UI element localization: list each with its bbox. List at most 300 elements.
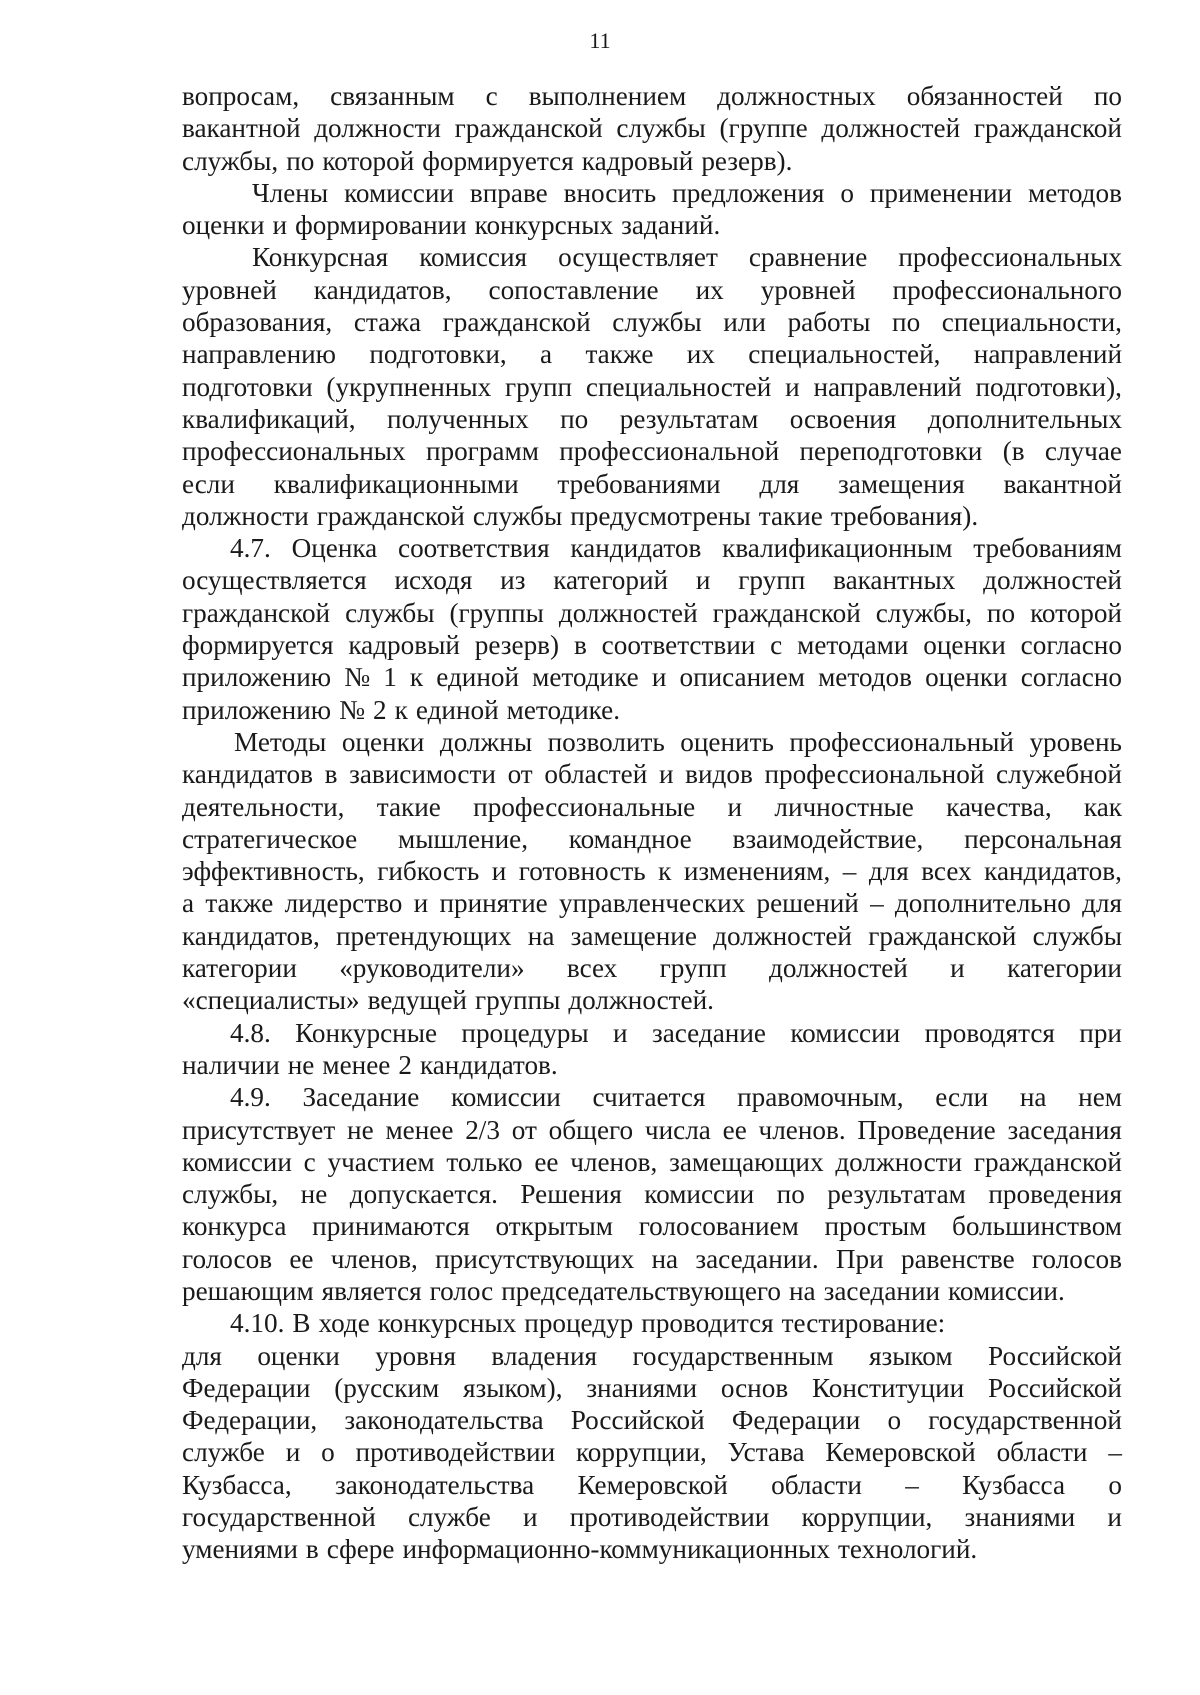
word: квалификационными: [273, 468, 519, 499]
word: –: [870, 888, 884, 919]
word: взаимодействие,: [732, 823, 924, 854]
word: и: [1107, 1502, 1122, 1533]
word: случае: [1044, 436, 1122, 467]
word: №: [339, 694, 366, 725]
word: коррупции,: [575, 1437, 707, 1468]
word: и: [613, 1017, 628, 1048]
word: заданий.: [621, 210, 721, 241]
word: вносить: [563, 177, 657, 208]
word: стажа: [353, 307, 422, 338]
word: кандидатов.: [419, 1049, 558, 1080]
text-line: [182, 1469, 1122, 1501]
word: дополнительно: [894, 888, 1071, 919]
text-line: [182, 338, 1122, 370]
word: подготовки: [182, 371, 313, 402]
word: эффективность,: [182, 856, 365, 887]
word: большинством: [952, 1211, 1122, 1242]
word: 1: [383, 662, 397, 693]
word: 4.9.: [230, 1082, 271, 1113]
word: формируется: [182, 630, 334, 661]
text-line: [182, 597, 1122, 629]
word: программ: [425, 436, 539, 467]
word: службы,: [182, 145, 279, 176]
word: –: [1108, 1437, 1122, 1468]
text-line: [182, 1081, 1122, 1113]
word: умениями: [182, 1534, 298, 1565]
word: законодательства: [334, 1469, 535, 1500]
word: направлений: [813, 371, 962, 402]
word: претендующих: [336, 920, 512, 951]
word: наличии: [182, 1049, 280, 1080]
word: также: [585, 339, 654, 370]
word: переподготовки: [799, 436, 983, 467]
word: а: [540, 339, 553, 370]
word: ходе: [318, 1308, 370, 1339]
word: и: [695, 565, 711, 596]
word: обязанностей: [906, 81, 1063, 111]
word: голос: [429, 1275, 494, 1306]
word: осуществляет: [558, 242, 718, 273]
word: с: [485, 81, 498, 111]
text-line: [182, 1210, 1122, 1242]
word: образования,: [182, 307, 333, 338]
word: языком),: [463, 1372, 563, 1403]
word: профессиональных: [182, 436, 406, 467]
word: государственным: [632, 1340, 834, 1371]
body-text: [182, 80, 1122, 1566]
word: знаниями: [586, 1372, 698, 1403]
word: должны: [439, 726, 533, 757]
text-line: [182, 177, 1122, 209]
word: проведения: [988, 1179, 1122, 1210]
word: решающим: [182, 1275, 314, 1306]
word: уровней: [760, 274, 856, 305]
word: и: [491, 856, 507, 887]
word: является: [321, 1275, 422, 1306]
word: и: [950, 953, 965, 984]
word: только: [446, 1146, 523, 1177]
word: гражданской: [973, 1146, 1122, 1177]
text-line: [182, 1501, 1122, 1533]
text-line: [182, 823, 1122, 855]
word: к: [658, 856, 672, 887]
text-line: [182, 145, 1122, 177]
word: должностей: [558, 597, 698, 628]
text-line: [182, 1275, 1122, 1307]
word: связанным: [330, 81, 455, 111]
word: сфере: [326, 1534, 395, 1565]
word: 2: [398, 1049, 412, 1080]
word: Заседание: [302, 1082, 420, 1113]
word: вправе: [469, 177, 548, 208]
word: оценить: [680, 726, 774, 757]
word: по: [892, 307, 921, 338]
word: для: [759, 468, 800, 499]
word: Федерации: [731, 1405, 861, 1436]
word: гражданской: [454, 113, 603, 144]
word: о: [1108, 1469, 1122, 1500]
word: правомочным,: [737, 1082, 904, 1113]
word: должностей: [769, 953, 908, 984]
word: заседания: [1007, 1114, 1122, 1145]
word: сопоставление: [488, 274, 659, 305]
word: считается: [592, 1082, 706, 1113]
word: В: [292, 1308, 311, 1339]
word: методике: [532, 662, 639, 693]
word: для: [182, 1340, 222, 1371]
word: основ: [720, 1372, 789, 1403]
word: по: [286, 145, 315, 176]
word: Кемеровской: [825, 1437, 976, 1468]
word: должностей: [713, 920, 852, 951]
word: государственной: [182, 1502, 376, 1533]
word: персональная: [964, 823, 1122, 854]
word: 2: [373, 694, 387, 725]
word: и: [522, 1502, 538, 1533]
word: от: [507, 759, 533, 790]
word: с: [770, 630, 783, 661]
word: общего: [548, 1114, 634, 1145]
text-line: [182, 500, 1122, 532]
word: проводится: [641, 1308, 774, 1339]
word: исходя: [394, 565, 473, 596]
text-line: [182, 80, 1122, 112]
text-line: [182, 1017, 1122, 1049]
word: 4.10.: [230, 1308, 285, 1339]
word: резерв).: [701, 145, 793, 176]
word: вакантной: [182, 113, 301, 144]
word: видов: [685, 759, 753, 790]
word: членов.: [758, 1114, 846, 1145]
word: кандидатов: [182, 759, 313, 790]
word: предусмотрены: [570, 500, 751, 531]
word: комиссии: [644, 1179, 755, 1210]
word: группы: [474, 985, 561, 1016]
word: или: [723, 307, 766, 338]
word: присутствующих: [435, 1243, 635, 1274]
word: с: [303, 1146, 316, 1177]
word: областей: [544, 759, 648, 790]
word: гражданской: [868, 920, 1017, 951]
word: членов,: [570, 1146, 658, 1177]
word: по: [776, 1179, 805, 1210]
word: заседании.: [695, 1243, 819, 1274]
word: №: [344, 662, 371, 693]
word: службы: [612, 307, 702, 338]
word: специальностей: [585, 371, 772, 402]
word: оценки: [341, 726, 425, 757]
word: к: [394, 694, 408, 725]
word: равенстве: [900, 1243, 1015, 1274]
word: (в: [1002, 436, 1025, 467]
word: позволить: [547, 726, 665, 757]
word: 4.7.: [230, 533, 271, 564]
word: заседание: [651, 1017, 766, 1048]
word: комиссии: [790, 1017, 901, 1048]
word: Члены: [252, 177, 329, 208]
word: по: [1093, 81, 1122, 111]
word: мышление,: [397, 823, 528, 854]
word: нем: [1078, 1082, 1122, 1113]
word: специальностей,: [748, 339, 941, 370]
word: специальности,: [941, 307, 1122, 338]
word: кандидатов,: [313, 274, 452, 305]
word: гражданской: [712, 597, 861, 628]
text-line: [182, 1049, 1122, 1081]
word: замещение: [570, 920, 697, 951]
word: законодательства: [344, 1405, 544, 1436]
word: Методы: [234, 726, 327, 757]
word: подготовки),: [975, 371, 1122, 402]
word: кандидатов,: [182, 920, 320, 951]
word: Кемеровской: [577, 1469, 728, 1500]
word: вакантной: [1003, 468, 1122, 499]
word: лидерство: [284, 888, 403, 919]
word: членов,: [330, 1243, 418, 1274]
word: Конкурсная: [252, 242, 389, 273]
word: на: [788, 1275, 816, 1306]
word: вакантных: [833, 565, 956, 596]
word: вопросам,: [182, 81, 300, 111]
word: если: [935, 1082, 989, 1113]
page-number: 11: [589, 28, 611, 53]
word: комиссии: [450, 1082, 561, 1113]
word: гражданской: [182, 597, 331, 628]
word: государственной: [928, 1405, 1122, 1436]
word: числа: [644, 1114, 711, 1145]
text-line: [182, 1307, 1122, 1339]
word: категории: [1007, 953, 1122, 984]
word: приложению: [182, 662, 332, 693]
word: резерв): [474, 630, 560, 661]
word: должности: [182, 500, 309, 531]
word: такие: [758, 500, 823, 531]
text-line: [182, 758, 1122, 790]
word: службы: [345, 597, 435, 628]
word: всех: [566, 953, 618, 984]
word: голосованием: [638, 1211, 799, 1242]
word: профессионального: [892, 274, 1122, 305]
word: такие: [376, 791, 441, 822]
word: гражданской: [973, 113, 1122, 144]
word: и: [785, 371, 800, 402]
text-line: [182, 1146, 1122, 1178]
word: результатам: [827, 1179, 966, 1210]
word: службы,: [875, 597, 972, 628]
word: оценки: [923, 630, 1006, 661]
word: замещения: [838, 468, 965, 499]
word: противодействии: [569, 1502, 770, 1533]
text-line: [182, 1533, 1122, 1565]
word: на: [1019, 1082, 1047, 1113]
word: категории: [182, 953, 297, 984]
word: процедур: [524, 1308, 634, 1339]
text-line: [182, 920, 1122, 952]
word: их: [686, 339, 715, 370]
word: на: [651, 1243, 679, 1274]
word: в: [324, 759, 338, 790]
word: конкурса: [182, 1211, 287, 1242]
word: всех: [921, 856, 972, 887]
word: должности: [314, 113, 441, 144]
word: замещающих: [669, 1146, 824, 1177]
word: и: [285, 1437, 301, 1468]
word: области: [771, 1469, 862, 1500]
word: о: [321, 1437, 335, 1468]
text-line: [182, 855, 1122, 887]
word: готовность: [518, 856, 646, 887]
text-line: [182, 791, 1122, 823]
word: проводятся: [924, 1017, 1055, 1048]
word: результатам: [619, 403, 759, 434]
word: Федерации,: [182, 1405, 318, 1436]
word: председательствующего: [501, 1275, 781, 1306]
word: ведущей: [367, 985, 467, 1016]
word: участием: [327, 1146, 435, 1177]
text-line: [182, 1114, 1122, 1146]
word: Конкурсные: [295, 1017, 438, 1048]
text-line: [182, 1372, 1122, 1404]
text-line: [182, 694, 1122, 726]
word: описанием: [679, 662, 805, 693]
word: и: [727, 791, 743, 822]
word: как: [1083, 791, 1122, 822]
word: службе: [407, 1502, 491, 1533]
word: профессиональных: [898, 242, 1122, 273]
word: –: [905, 1469, 919, 1500]
word: управленческих: [558, 888, 746, 919]
word: требования).: [830, 500, 979, 531]
word: коррупции,: [801, 1502, 933, 1533]
word: и: [272, 210, 288, 241]
word: для: [1082, 888, 1122, 919]
word: о: [887, 1405, 902, 1436]
word: согласно: [1020, 630, 1122, 661]
word: гибкость: [377, 856, 480, 887]
word: ее: [722, 1114, 747, 1145]
text-line: [182, 435, 1122, 467]
word: а: [182, 888, 195, 919]
word: которой: [322, 145, 415, 176]
word: сравнение: [748, 242, 868, 273]
word: формировании: [295, 210, 467, 241]
word: единой: [436, 662, 520, 693]
text-line: [182, 274, 1122, 306]
text-line: [182, 1243, 1122, 1275]
word: присутствует: [182, 1114, 336, 1145]
word: должностей.: [568, 985, 714, 1016]
word: профессиональной: [764, 759, 985, 790]
word: подготовки,: [369, 339, 507, 370]
word: службе: [182, 1437, 265, 1468]
word: кадровый: [581, 145, 694, 176]
word: категорий: [553, 565, 669, 596]
word: службы: [472, 500, 563, 531]
word: уровня: [375, 1340, 456, 1371]
text-line: [182, 726, 1122, 758]
word: должностей: [821, 113, 961, 144]
word: принимаются: [312, 1211, 470, 1242]
word: Российской: [988, 1340, 1122, 1371]
word: кандидатов: [570, 533, 702, 564]
text-line: [182, 112, 1122, 144]
word: профессиональные: [473, 791, 696, 822]
word: методов: [1028, 177, 1122, 208]
word: При: [835, 1243, 884, 1274]
word: процедуры: [461, 1017, 589, 1048]
word: служебной: [996, 759, 1122, 790]
word: тестирование:: [781, 1308, 946, 1339]
word: и: [413, 888, 429, 919]
word: заседании: [823, 1275, 941, 1306]
word: решений: [756, 888, 859, 919]
word: направлению: [182, 339, 336, 370]
word: (группы: [449, 597, 544, 628]
word: их: [695, 274, 724, 305]
text-line: [182, 564, 1122, 596]
word: личностные: [774, 791, 914, 822]
text-line: [182, 371, 1122, 403]
text-line: [182, 1340, 1122, 1372]
word: принятие: [439, 888, 548, 919]
word: Устава: [727, 1437, 805, 1468]
word: для: [868, 856, 909, 887]
word: предложения: [672, 177, 825, 208]
word: уровень: [1029, 726, 1122, 757]
word: полученных: [387, 403, 529, 434]
word: квалификационным: [722, 533, 953, 564]
text-line: [182, 468, 1122, 500]
word: технологий.: [838, 1534, 978, 1565]
word: при: [1079, 1017, 1122, 1048]
text-line: [182, 403, 1122, 435]
text-line: [182, 661, 1122, 693]
word: Решения: [520, 1179, 622, 1210]
text-line: [182, 532, 1122, 564]
word: открытым: [495, 1211, 613, 1242]
word: профессиональный: [789, 726, 1014, 757]
word: также: [205, 888, 274, 919]
word: направлений: [973, 339, 1122, 370]
text-line: [182, 209, 1122, 241]
word: информационно-коммуникационных: [402, 1534, 831, 1565]
word: 2/3: [465, 1114, 500, 1145]
word: ее: [534, 1146, 559, 1177]
word: Проведение: [857, 1114, 996, 1145]
word: если: [182, 468, 235, 499]
word: комиссии: [182, 1146, 292, 1177]
text-line: [182, 887, 1122, 919]
word: оценки: [925, 662, 1008, 693]
word: методике.: [506, 694, 621, 725]
word: Оценка: [291, 533, 378, 564]
word: на: [527, 920, 555, 951]
word: «специалисты»: [182, 985, 360, 1016]
word: 4.8.: [230, 1017, 271, 1048]
word: Конституции: [811, 1372, 965, 1403]
word: в: [305, 1534, 319, 1565]
word: менее: [322, 1049, 391, 1080]
word: должностей: [983, 565, 1122, 596]
text-line: [182, 1436, 1122, 1468]
word: владения: [491, 1340, 598, 1371]
word: которой: [1030, 597, 1122, 628]
word: должности: [835, 1146, 963, 1177]
word: о: [840, 177, 854, 208]
word: (группе: [719, 113, 808, 144]
word: знаниями: [964, 1502, 1076, 1533]
word: групп: [659, 953, 727, 984]
